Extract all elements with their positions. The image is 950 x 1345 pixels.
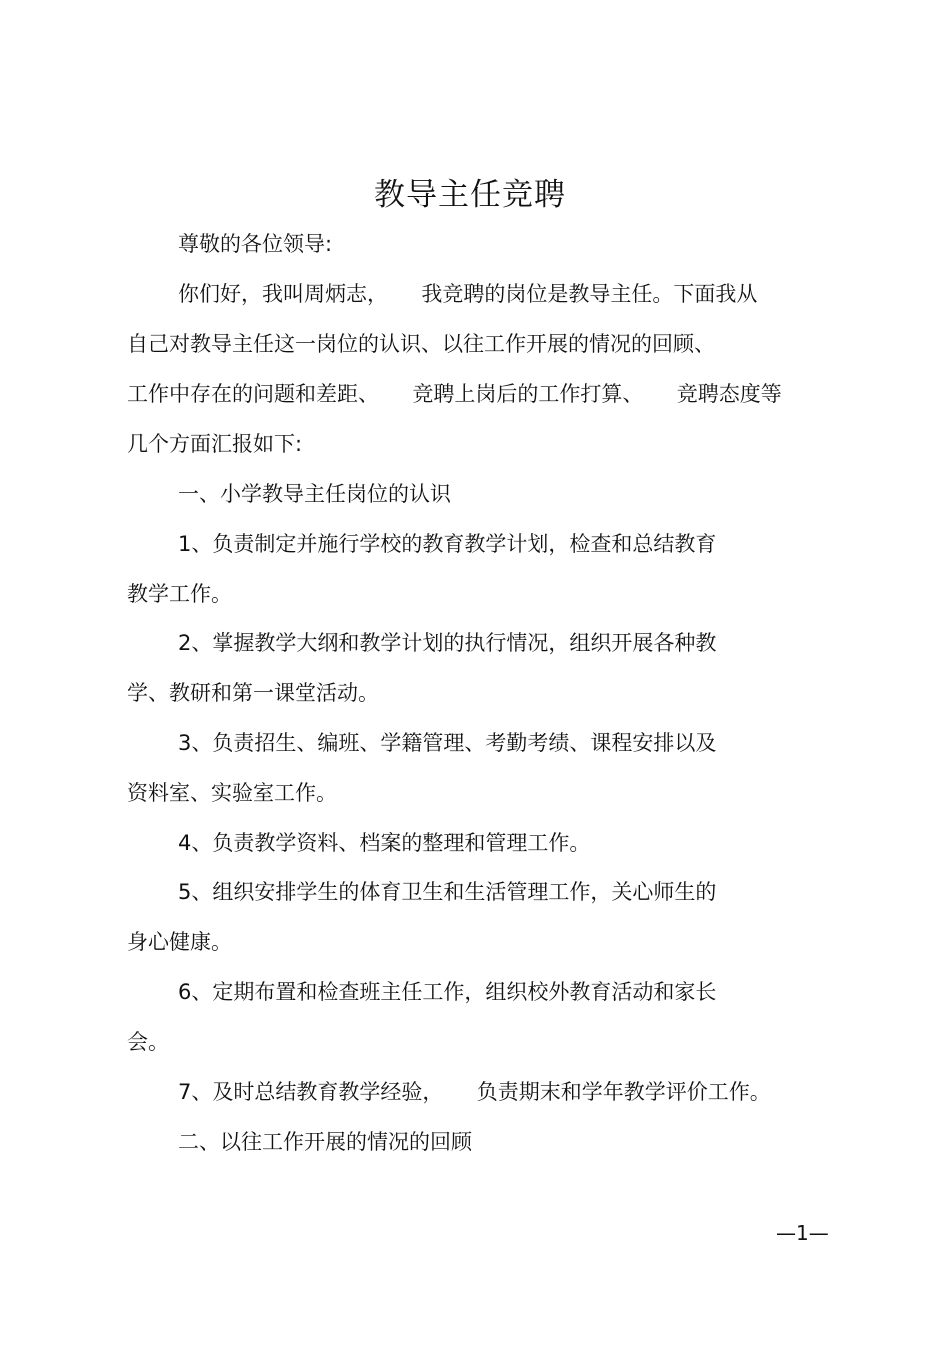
list-item-line: 5、组织安排学生的体育卫生和生活管理工作，关心师生的 (178, 880, 717, 904)
list-item-line: 会。 (127, 1030, 169, 1054)
list-item-line: 学、教研和第一课堂活动。 (127, 681, 379, 705)
list-item-line: 3、负责招生、编班、学籍管理、考勤考绩、课程安排以及 (178, 731, 717, 755)
list-item-line: 6、定期布置和检查班主任工作，组织校外教育活动和家长 (178, 980, 717, 1004)
document-title: 教导主任竞聘 (374, 177, 566, 213)
paragraph-line: 自己对教导主任这一岗位的认识、以往工作开展的情况的回顾、 (127, 332, 715, 356)
page-number: —1— (776, 1221, 829, 1245)
section-heading: 一、小学教导主任岗位的认识 (178, 482, 451, 506)
list-item-line: 4、负责教学资料、档案的整理和管理工作。 (178, 831, 591, 855)
list-item-line: 2、掌握教学大纲和教学计划的执行情况，组织开展各种教 (178, 631, 717, 655)
salutation: 尊敬的各位领导: (178, 232, 333, 256)
list-item-line: 1、负责制定并施行学校的教育教学计划，检查和总结教育 (178, 532, 717, 556)
paragraph-line: 你们好，我叫周炳志， 我竞聘的岗位是教导主任。下面我从 (178, 282, 758, 306)
list-item-line: 资料室、实验室工作。 (127, 781, 337, 805)
paragraph-line: 几个方面汇报如下: (127, 432, 303, 456)
list-item-line: 教学工作。 (127, 582, 232, 606)
list-item-line: 身心健康。 (127, 930, 232, 954)
section-heading: 二、以往工作开展的情况的回顾 (178, 1130, 472, 1154)
paragraph-line: 工作中存在的问题和差距、 竞聘上岗后的工作打算、 竞聘态度等 (127, 382, 782, 406)
list-item-line: 7、及时总结教育教学经验， 负责期末和学年教学评价工作。 (178, 1080, 771, 1104)
